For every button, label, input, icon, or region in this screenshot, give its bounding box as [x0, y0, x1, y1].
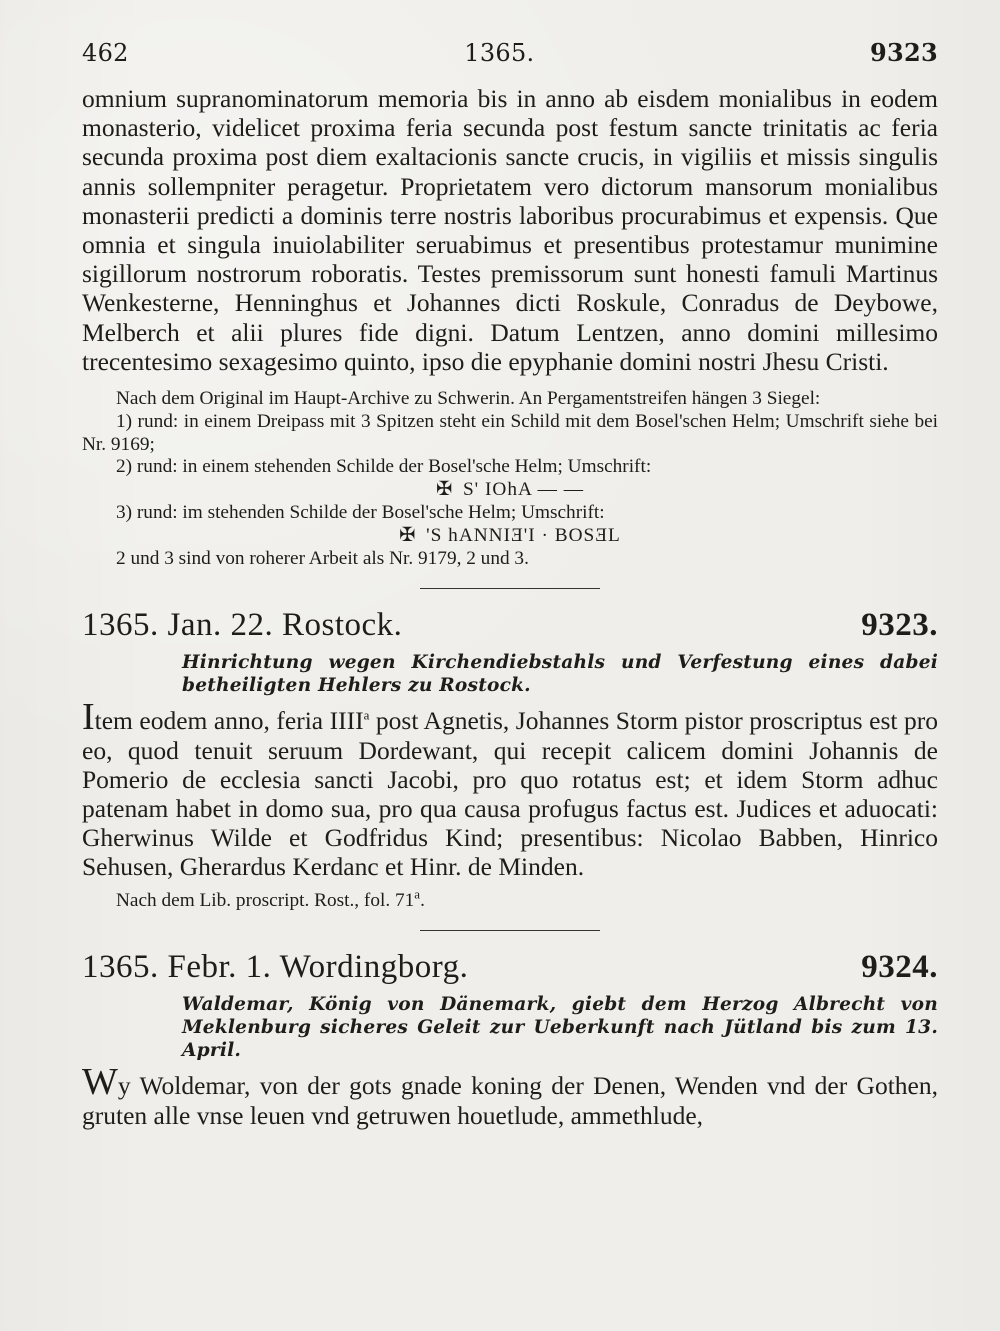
seal-description-3: 3) rund: im stehenden Schilde der Bosel'sche Helm; Umschrift:: [116, 502, 605, 524]
entry-summary: Hinrichtung wegen Kirchendiebstahls und Verfestung eines dabei betheiligten Hehlers zu Rostock.: [182, 652, 938, 697]
initial-letter: W: [82, 1061, 118, 1104]
entry-heading: [82, 947, 938, 987]
source-note-end: .: [420, 889, 425, 911]
seal-description-2: 2) rund: in einem stehenden Schilde der Bosel'sche Helm; Umschrift:: [116, 456, 652, 478]
source-note: [82, 886, 938, 913]
entry-text-part: tem eodem anno, feria IIII: [94, 706, 364, 736]
source-note: Nach dem Original im Haupt-Archive zu Schwerin. An Pergamentstreifen hängen 3 Siegel:: [116, 388, 821, 410]
continuation-text: omnium supranominatorum memoria bis in anno ab eisdem monialibus in eodem monasterio, videlicet proxima feria secunda post festum sancte trinitatis ac feria secunda proxima post diem exaltacionis sancte crucis, in vigiliis et missis singulis annis sollempniter peragetur. Proprietatem vero dictorum mansorum monialibus monasterii predicti a dominis terre nostris laboribus procurabimus et expensis. Que omnia et singula inuiolabiliter seruabimus et presentibus protestamur munimine sigillorum nostrorum roboratis. Testes premissorum sunt honesti famuli Martinus Wenkesterne, Henninghus et Johannes dicti Roskule, Conradus de Deybowe, Melberch et alii plures fide digni. Datum Lentzen, anno domini millesimo trecentesimo sexagesimo quinto, ipso die epyphanie domini nostri Jhesu Cristi.: [82, 84, 938, 376]
seal-remark: 2 und 3 sind von roherer Arbeit als Nr. 9179, 2 und 3.: [116, 547, 529, 569]
running-header: [82, 38, 938, 84]
entry-number: 9323.: [861, 607, 938, 644]
source-note-text: Nach dem Lib. proscript. Rost., fol. 71: [116, 889, 415, 911]
separator-rule: [420, 588, 600, 589]
seal-legend-3: [82, 525, 938, 548]
entry-summary: Waldemar, König von Dänemark, giebt dem Herzog Albrecht von Meklenburg sicheres Geleit zur Ueberkunft nach Jütland bis zum 13. April.: [182, 994, 938, 1062]
entry-source-note: [82, 886, 938, 913]
header-year: 1365.: [464, 39, 535, 67]
superscript-mark: a: [363, 707, 370, 723]
cross-icon: ✠: [399, 524, 417, 546]
header-entry-number: 9323: [870, 38, 938, 67]
entry-text-part: y Woldemar, von der gots gnade koning der Denen, Wenden vnd der Gothen, gruten alle vnse leuen vnd getruwen houetlude, ammethlude,: [82, 1071, 938, 1130]
initial-letter: I: [82, 696, 95, 739]
cross-icon: ✠: [435, 479, 454, 501]
entry-text-part: post Agnetis, Johannes Storm pistor proscriptus est pro eo, quod tenuit seruum Dordewant, qui recepit calicem domini Johannis de Pomerio de ecclesia sancti Jacobi, pro quo rotatus est; et idem Storm adhuc patenam habet in domo sua, pro qua causa profugus factus est. Judices et aduocati: Gherwinus Wilde et Godfridus Kind; presentibus: Nicolao Babben, Hinrico Sehusen, Gherardus Kerdanc et Hinr. de Minden.: [82, 706, 938, 882]
entry-number: 9324.: [861, 949, 938, 986]
separator-rule: [420, 930, 600, 931]
entry-text: [82, 1061, 938, 1130]
entry-date-place: 1365. Febr. 1. Wordingborg.: [82, 949, 469, 986]
page-number: 462: [82, 39, 129, 67]
continuation-notes: [82, 388, 938, 570]
entry-heading: [82, 605, 938, 645]
seal-legend-2-text: S' IOhA — —: [462, 479, 585, 501]
entry-date-place: 1365. Jan. 22. Rostock.: [82, 607, 403, 644]
seal-legend-2: [82, 479, 938, 502]
seal-description-1: 1) rund: in einem Dreipass mit 3 Spitzen steht ein Schild mit dem Bosel'schen Helm; Umschrift siehe bei Nr. 9169;: [82, 410, 938, 455]
entry-text: [82, 696, 938, 882]
superscript-mark: a: [414, 886, 421, 902]
seal-legend-3-text: 'S hANNIƎ'I · BOSƎL: [426, 524, 621, 546]
